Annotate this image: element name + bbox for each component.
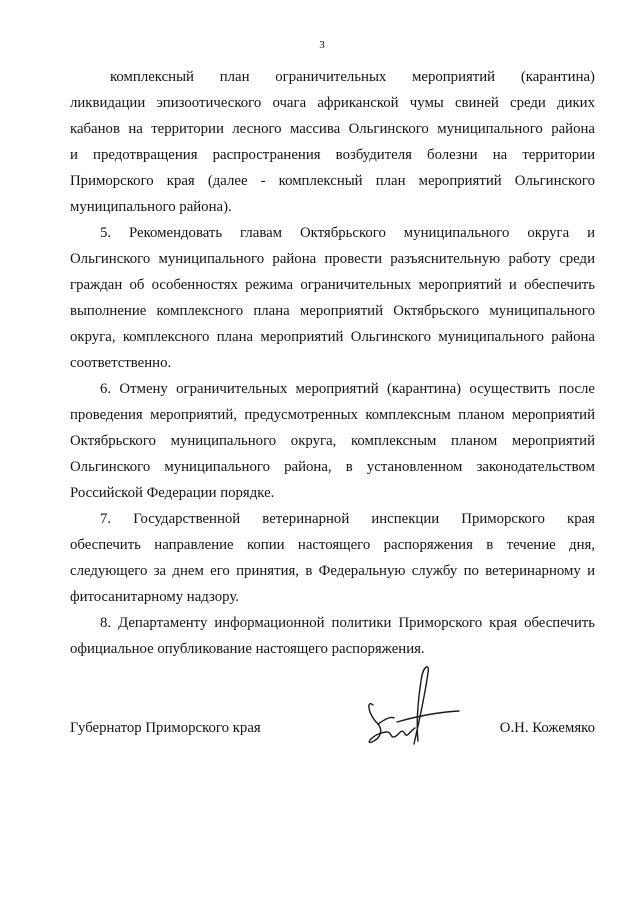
text-line: округа, комплексного плана мероприятий Ольгинского муниципального района [70,329,595,345]
paragraph [70,220,595,376]
text-line: 5. Рекомендовать главам Октябрьского муниципального округа и [100,225,595,241]
text-line: Октябрьского муниципального округа, комплексным планом мероприятий [70,433,595,449]
page-number: 3 [319,39,325,51]
text-line: обеспечить направление копии настоящего распоряжения в течение дня, [70,537,595,553]
text-line: Ольгинского муниципального района провести разъяснительную работу среди [70,251,595,267]
text-line: муниципального района). [70,199,232,215]
text-line: ликвидации эпизоотического очага африканской чумы свиней среди диких [70,95,595,111]
text-line: кабанов на территории лесного массива Ольгинского муниципального района [70,121,595,137]
paragraph [70,64,595,220]
text-line: комплексный план ограничительных мероприятий (карантина) [110,69,595,85]
text-line: Приморского края (далее - комплексный план мероприятий Ольгинского [70,173,595,189]
paragraph [70,506,595,610]
text-line: граждан об особенностях режима ограничительных мероприятий и обеспечить [70,277,595,293]
text-line: 7. Государственной ветеринарной инспекции Приморского края [100,511,595,527]
text-line: следующего за днем его принятия, в Федеральную службу по ветеринарному и [70,563,595,579]
text-line: официальное опубликование настоящего распоряжения. [70,641,425,657]
text-line: соответственно. [70,355,172,371]
text-line: Ольгинского муниципального района, в установленном законодательством [70,459,595,475]
text-line: 8. Департаменту информационной политики Приморского края обеспечить [100,615,595,631]
text-line: 6. Отмену ограничительных мероприятий (карантина) осуществить после [100,381,595,397]
text-line: выполнение комплексного плана мероприятий Октябрьского муниципального [70,303,595,319]
paragraph [70,376,595,506]
paragraph [70,610,595,662]
signatory-name: О.Н. Кожемяко [499,720,595,736]
text-line: проведения мероприятий, предусмотренных комплексным планом мероприятий [70,407,595,423]
signature-block [70,715,595,741]
text-line: Российской Федерации порядке. [70,485,275,501]
signatory-position: Губернатор Приморского края [70,720,261,736]
document-body [70,64,595,662]
text-line: и предотвращения распространения возбудителя болезни на территории [70,147,595,163]
text-line: фитосанитарному надзору. [70,589,239,605]
